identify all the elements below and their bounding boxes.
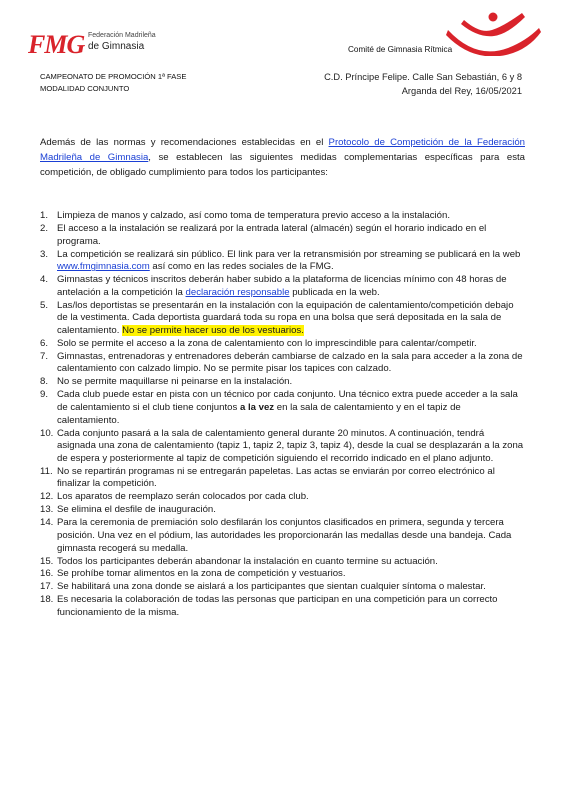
item-text: Se prohíbe tomar alimentos en la zona de competición y vestuarios. bbox=[57, 568, 346, 580]
item-number: 18. bbox=[40, 594, 54, 606]
list-item bbox=[40, 274, 525, 299]
item-number: 16. bbox=[40, 568, 54, 580]
item-text: Solo se permite el acceso a la zona de calentamiento con lo imprescindible para calentar/competir. bbox=[57, 337, 477, 349]
item-text: Para la ceremonia de premiación solo desfilarán los conjuntos clasificados en primera, segunda y tercera posición. Una vez en el pódium, las autoridades les proporcionarán las medallas desde una bandeja. Cada gimnasta recogerá su medalla. bbox=[57, 517, 512, 554]
item-number: 8. bbox=[40, 376, 49, 388]
venue-date: Arganda del Rey, 16/05/2021 bbox=[401, 86, 522, 96]
item-text-after: en la sala de calentamiento y en el tapiz de calentamiento. bbox=[57, 402, 461, 426]
list-item bbox=[40, 594, 525, 619]
item-number: 2. bbox=[40, 222, 49, 234]
item-number: 10. bbox=[40, 427, 54, 439]
competition-title: CAMPEONATO DE PROMOCIÓN 1ª FASE bbox=[40, 72, 187, 81]
item-number: 4. bbox=[40, 274, 49, 286]
list-item bbox=[40, 568, 525, 581]
item-number: 6. bbox=[40, 337, 49, 349]
item-number: 12. bbox=[40, 491, 54, 503]
item-text-after: así como en las redes sociales de la FMG. bbox=[149, 261, 334, 273]
list-item bbox=[40, 556, 525, 569]
list-item bbox=[40, 338, 525, 351]
list-item bbox=[40, 517, 525, 555]
item-number: 13. bbox=[40, 504, 54, 516]
item-text: Se elimina el desfile de inauguración. bbox=[57, 504, 216, 516]
item-number: 1. bbox=[40, 210, 49, 221]
item-text: Gimnastas, entrenadoras y entrenadores deberán cambiarse de calzado en la sala para acceder a la zona de calentamiento con calzado limpio. No se permite pisar los tapices con calzado. bbox=[57, 350, 523, 375]
item-number: 3. bbox=[40, 248, 49, 260]
list-item bbox=[40, 491, 525, 504]
intro-text-before: Además de las normas y recomendaciones establecidas en el bbox=[40, 137, 329, 148]
item-number: 5. bbox=[40, 299, 49, 311]
item-text: Cada conjunto pasará a la sala de calentamiento general durante 20 minutos. A continuación, tendrá asignada una zona de calentamiento (tapiz 1, tapiz 2, tapiz 3, tapiz 4), desde la cual se desplazarán a la zona de espera y posteriormente al tapiz de competición siguiendo el recorrido indicado en el plano adjunto. bbox=[57, 427, 524, 464]
list-item bbox=[40, 581, 525, 594]
protocol-link[interactable]: Protocolo de Competición de la Federación Madrileña de Gimnasia bbox=[40, 137, 525, 163]
measures-list bbox=[40, 210, 525, 620]
list-item bbox=[40, 428, 525, 466]
intro-paragraph bbox=[40, 135, 525, 180]
intro-text-after: , se establecen las siguientes medidas complementarias específicas para esta competición, de obligado cumplimiento para todos los participantes: bbox=[40, 152, 525, 178]
list-item bbox=[40, 376, 525, 389]
list-item bbox=[40, 223, 525, 248]
item-text-after: publicada en la web. bbox=[289, 286, 380, 298]
item-text: No se permite maquillarse ni peinarse en la instalación. bbox=[57, 376, 293, 388]
list-item bbox=[40, 300, 525, 338]
list-item bbox=[40, 389, 525, 427]
item-number: 14. bbox=[40, 517, 54, 529]
item-number: 15. bbox=[40, 555, 54, 567]
list-item bbox=[40, 249, 525, 274]
list-item bbox=[40, 210, 525, 223]
bold-text: a la vez bbox=[239, 402, 275, 414]
list-item bbox=[40, 504, 525, 517]
fmg-logo-mark: FMG bbox=[28, 30, 85, 59]
fmg-logo-federation: Federación Madrileña bbox=[88, 32, 156, 39]
item-text: Gimnastas y técnicos inscritos deberán haber subido a la plataforma de licencias mínimo con 48 horas de antelación a la competición la bbox=[57, 274, 507, 298]
item-text: Es necesaria la colaboración de todas las personas que participan en una competición para un correcto funcionamiento de la misma. bbox=[57, 594, 498, 619]
item-text: No se repartirán programas ni se entregarán papeletas. Las actas se enviarán por correo electrónico al finalizar la competición. bbox=[57, 465, 495, 490]
item-text: Todos los participantes deberán abandonar la instalación en cuanto termine su actuación. bbox=[57, 555, 438, 567]
item-text: La competición se realizará sin público. El link para ver la retransmisión por streaming se publicará en la web bbox=[57, 248, 521, 260]
item-number: 7. bbox=[40, 350, 49, 362]
item-text: El acceso a la instalación se realizará por la entrada lateral (almacén) según el horario indicado en el programa. bbox=[57, 222, 487, 247]
rhythmic-gymnastics-logo-icon bbox=[446, 10, 542, 56]
competition-mode: MODALIDAD CONJUNTO bbox=[40, 84, 130, 93]
fmg-logo bbox=[28, 28, 158, 62]
item-text: Los aparatos de reemplazo serán colocados por cada club. bbox=[57, 491, 309, 503]
item-number: 11. bbox=[40, 465, 53, 477]
item-number: 17. bbox=[40, 581, 54, 593]
venue-address: C.D. Príncipe Felipe. Calle San Sebastián, 6 y 8 bbox=[324, 72, 522, 82]
responsible-declaration-link[interactable]: declaración responsable bbox=[185, 286, 290, 298]
item-text: Cada club puede estar en pista con un técnico por cada conjunto. Una técnico extra puede acceder a la sala de calentamiento si el club tiene conjuntos bbox=[57, 389, 518, 414]
list-item bbox=[40, 466, 525, 491]
venue-info bbox=[324, 70, 522, 98]
competition-info bbox=[40, 71, 186, 95]
committee-label: Comité de Gimnasia Rítmica bbox=[348, 45, 453, 54]
item-number: 9. bbox=[40, 389, 49, 401]
highlighted-text: No se permite hacer uso de los vestuarios. bbox=[122, 324, 304, 336]
item-text: Las/los deportistas se presentarán en la instalación con la equipación de calentamiento/competición debajo de la vestimenta. Cada deportista guardará toda su ropa en una bolsa que será depositada en la sala de calentamiento. bbox=[57, 299, 514, 336]
list-item bbox=[40, 351, 525, 376]
fmg-website-link[interactable]: www.fmgimnasia.com bbox=[57, 261, 150, 273]
item-text: Se habilitará una zona donde se aislará a los participantes que sientan cualquier síntoma o malestar. bbox=[57, 581, 486, 593]
item-text: Limpieza de manos y calzado, así como toma de temperatura previo acceso a la instalación. bbox=[57, 210, 451, 221]
fmg-logo-gymnastics: de Gimnasia bbox=[88, 41, 145, 52]
